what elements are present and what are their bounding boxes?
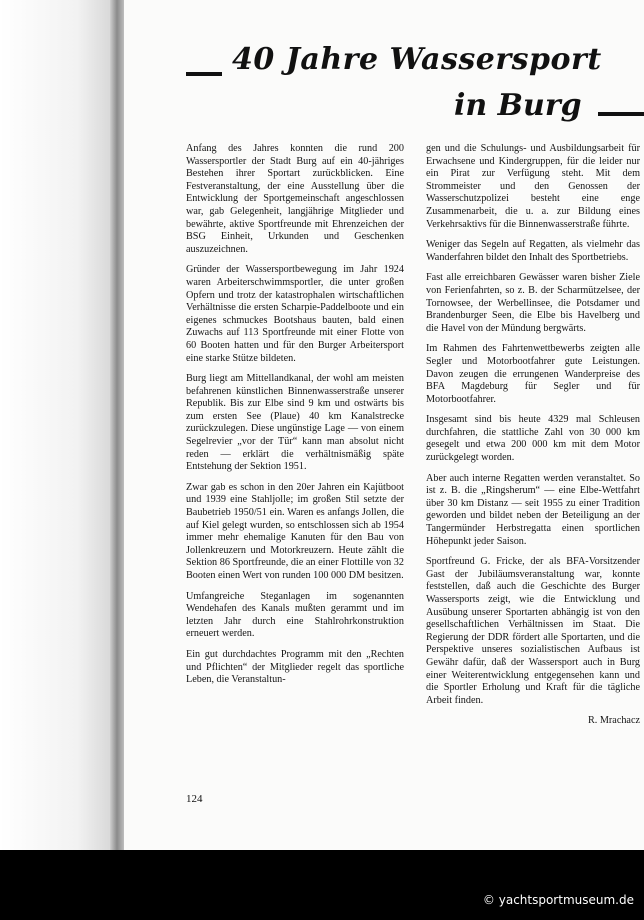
author-signature: R. Mrachacz (587, 715, 640, 727)
article-paragraph: Aber auch interne Regatten werden veranstaltet. So ist z. B. die „Ringsherum“ — eine Elbe-Wettfahrt über 30 km Distanz — seit 1955 zu einer Tradition geworden und bildet neben der Beteiligung an der Tangermünder Herbstregatta einen sportlichen Höhepunkt jeder Saison. (426, 472, 640, 547)
copyright-watermark: © yachtsportmuseum.de (482, 893, 634, 907)
article-paragraph: Fast alle erreichbaren Gewässer waren bisher Ziele von Ferienfahrten, so z. B. der Scharmützelsee, der Tornowsee, der Werbellinsee, die Potsdamer und Brandenburger Seen, die Elbe bis Havelberg und die Havel von der Mündung bergwärts. (426, 272, 640, 334)
page-title-line1: 40 Jahre Wassersport (232, 42, 602, 77)
facing-page-shade (0, 0, 110, 850)
article-paragraph: Burg liegt am Mittellandkanal, der wohl am meisten befahrenen künstlichen Binnenwasserstraße unserer Republik. Bis zur Elbe sind 9 km und ostwärts bis zum ersten See (Plaue) 40 km Kanalstrecke zurückzulegen. Diese ungünstige Lage — von einem Segelrevier „vor der Tür“ kann man absolut nicht reden — erklärt die verhältnismäßig späte Entstehung der Sektion 1951. (186, 373, 404, 473)
article-paragraph: Gründer der Wassersportbewegung im Jahr 1924 waren Arbeiterschwimmsportler, die unter großen Opfern und trotz der katastrophalen wirtschaftlichen Verhältnisse die ersten Scharpie-Paddelboote und ein eigenes schmuckes Bootshaus bauten, bald einen Zuwachs auf 113 Sportfreunde mit einer Flotte von 60 Booten hatten und für den Burger Arbeitersport eine starke Stütze bildeten. (186, 264, 404, 364)
article-paragraph: Zwar gab es schon in den 20er Jahren ein Kajütboot und 1939 eine Stahljolle; im großen Stil setzte der Baubetrieb 1950/51 ein. Waren es anfangs Jollen, die auf Kiel gelegt wurden, so entschlossen sich ab 1954 immer mehr ehemalige Kanuten für den Bau von Jollenkreuzern und Motorkreuzern. Heute zählt die Sektion 86 Sportfreunde, die an einer Flottille von 32 Booten einen Wert von runden 100 000 DM besitzen. (186, 481, 404, 581)
magazine-page (124, 0, 644, 850)
article-paragraph: Umfangreiche Steganlagen im sogenannten Wendehafen des Kanals mußten gerammt und im letzten Jahr durch eine Stahlrohrkonstruktion erneuert werden. (186, 590, 404, 640)
article-paragraph: Ein gut durchdachtes Programm mit den „Rechten und Pflichten“ der Mitglieder regelt das sportliche Leben, die Veranstaltun- (186, 648, 404, 686)
book-spine (110, 0, 124, 850)
article-paragraph: gen und die Schulungs- und Ausbildungsarbeit für Erwachsene und Kindergruppen, für die leider nur ein Pirat zur Verfügung steht. Mit dem Strommeister und den Genossen der Wasserschutzpolizei besteht eine enge Zusammenarbeit, die u. a. zur Bildung eines Verkehrsaktivs für die Binnenwasserstraße führte. (426, 143, 640, 230)
article-paragraph: Sportfreund G. Fricke, der als BFA-Vorsitzender Gast der Jubiläumsveranstaltung war, konnte feststellen, daß auch die Geschichte des Burger Wassersports zeigt, wie die Entwicklung und Ausübung unserer Sportarten abhängig ist von den gesellschaftlichen Verhältnissen im Staat. Die Regierung der DDR fördert alle Sportarten, und die Perspektive unseres sozialistischen Aufbaus ist Gewähr dafür, daß der Wassersport auch in Burg einer Weiterentwicklung entgegensehen kann und die Sportler Erholung und Kraft für die tägliche Arbeit finden. (426, 556, 640, 706)
article-column-right (426, 143, 640, 736)
article-column-left (186, 143, 404, 695)
title-dash-left (186, 72, 222, 76)
article-paragraph: Weniger das Segeln auf Regatten, als vielmehr das Wanderfahren bildet den Inhalt des Sportbetriebs. (426, 239, 640, 263)
page-title-line2: in Burg (454, 88, 582, 123)
article-paragraph: Anfang des Jahres konnten die rund 200 Wassersportler der Stadt Burg auf ein 40-jähriges Bestehen ihrer Sportart zurückblicken. Eine Festveranstaltung, der eine Ausstellung über die Entwicklung der Sportgemeinschaft angeschlossen war, gab Gelegenheit, langjährige Mitglieder und bewährte, aktive Sportfreunde mit Ehrenzeichen der BSG Einheit, Urkunden und Geschenken auszuzeichnen. (186, 143, 404, 255)
article-paragraph: Insgesamt sind bis heute 4329 mal Schleusen durchfahren, die stattliche Zahl von 30 000 km gesegelt und etwa 200 000 km mit dem Motor zurückgelegt worden. (426, 414, 640, 464)
page-number: 124 (186, 793, 203, 805)
title-dash-right (598, 112, 644, 116)
facing-page-edge (0, 0, 120, 850)
scan-border (0, 850, 644, 920)
article-paragraph: Im Rahmen des Fahrtenwettbewerbs zeigten alle Segler und Motorbootfahrer gute Leistungen. Davon zeugen die errungenen Wanderpreise des BFA Magdeburg für Segler und für Motorbootfahrer. (426, 343, 640, 405)
